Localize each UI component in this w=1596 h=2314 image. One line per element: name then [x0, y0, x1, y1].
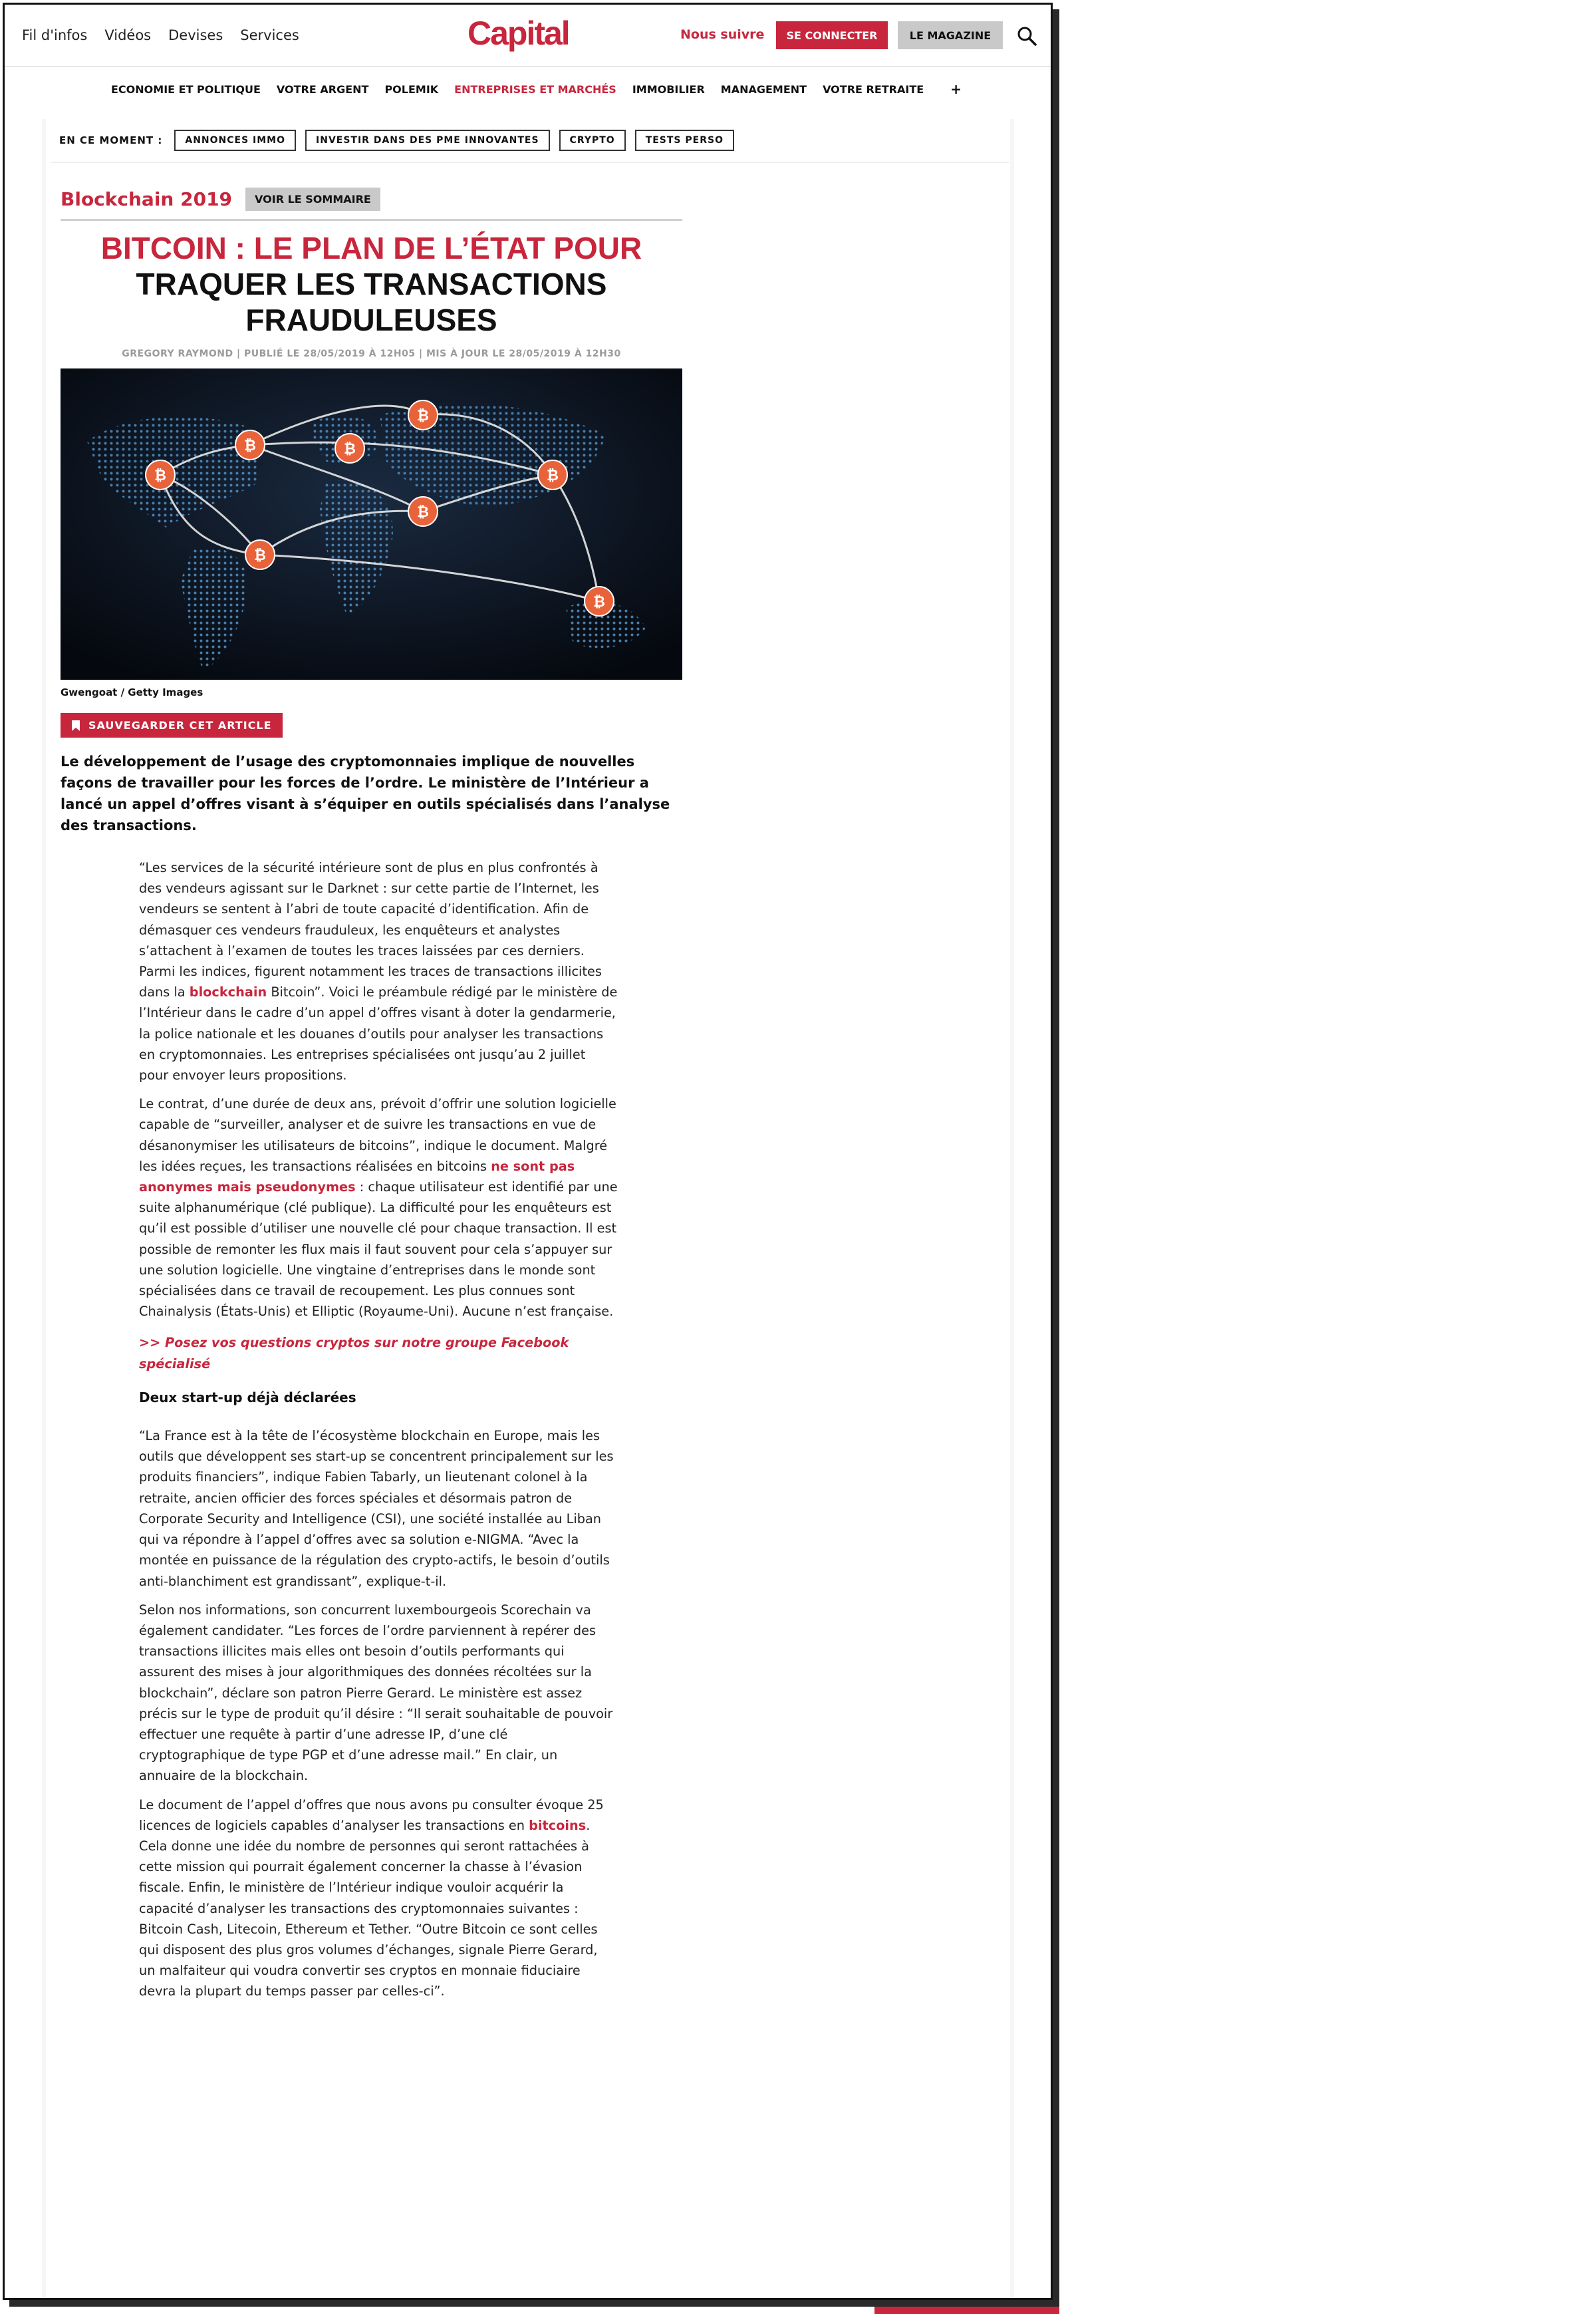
cat-management[interactable]: MANAGEMENT: [720, 82, 807, 96]
cat-votre-retraite[interactable]: VOTRE RETRAITE: [823, 82, 924, 96]
cat-polemik[interactable]: POLEMIK: [384, 82, 439, 96]
bookmark-icon: [71, 720, 80, 732]
cat-immobilier[interactable]: IMMOBILIER: [632, 82, 705, 96]
tag-annonces-immo[interactable]: ANNONCES IMMO: [174, 130, 296, 151]
byline: GREGORY RAYMOND | PUBLIÉ LE 28/05/2019 À 12H05 | MIS À JOUR LE 28/05/2019 À 12H30: [122, 349, 621, 359]
article-body: [139, 857, 618, 2010]
nav-fil-infos[interactable]: Fil d'infos: [22, 27, 88, 43]
title-line-2: TRAQUER LES TRANSACTIONS: [136, 267, 607, 301]
magazine-button[interactable]: LE MAGAZINE: [898, 21, 1003, 49]
content-background: [42, 119, 1014, 2298]
save-article-button[interactable]: [61, 713, 283, 738]
category-bar: [5, 67, 1051, 111]
search-icon[interactable]: [1017, 26, 1037, 46]
image-credit: Gwengoat / Getty Images: [61, 686, 203, 698]
svg-text:₿: ₿: [417, 504, 429, 521]
blockchain-link[interactable]: blockchain: [189, 984, 267, 1000]
pseudonymes-link[interactable]: ne sont pas anonymes mais pseudonymes: [139, 1158, 575, 1195]
paragraph-3: “La France est à la tête de l’écosystème blockchain en Europe, mais les outils que développent ses start-up se concentrent principalement sur les produits financiers”, indique Fabien Tabarly, un lieutenant colonel à la retraite, ancien officier des forces spéciales et désormais patron de Corporate Security and Intelligence (CSI), une société installée au Liban qui va répondre à l’appel d’offres avec sa solution e-NIGMA. “Avec la montée en puissance de la régulation des crypto-actifs, le besoin d’outils anti-blanchiment est grandissant”, explique-t-il.: [139, 1428, 614, 1589]
cat-entreprises[interactable]: ENTREPRISES ET MARCHÉS: [454, 82, 616, 96]
nav-devises[interactable]: Devises: [168, 27, 223, 43]
paragraph-4: Selon nos informations, son concurrent luxembourgeois Scorechain va également candidater. “Les forces de l’ordre parviennent à repérer des transactions illicites mais elles ont besoin d’outils performants qui assurent des mises à jour algorithmiques des données récoltées sur la blockchain”, déclare son patron Pierre Gerard. Le ministère est assez précis sur le type de produit qu’il désire : “Il serait souhaitable de pouvoir effectuer une requête à partir d’une adresse IP, d’une clé cryptographique de type PGP et d’une adresse mail.” En clair, un annuaire de la blockchain.: [139, 1602, 613, 1784]
svg-text:₿: ₿: [417, 408, 429, 424]
bitcoins-link[interactable]: bitcoins: [529, 1817, 587, 1833]
svg-text:₿: ₿: [344, 441, 356, 458]
hero-image-bitcoin-network: [61, 368, 682, 680]
title-red-line: BITCOIN : LE PLAN DE L’ÉTAT POUR: [100, 231, 642, 265]
svg-text:₿: ₿: [254, 547, 266, 564]
article-lede: Le développement de l’usage des cryptomonnaies implique de nouvelles façons de travailler pour les forces de l’ordre. Le ministère de l’Intérieur a lancé un appel d’offres visant à s’équiper en outils spécialisés dans l’analyse des transactions.: [61, 754, 670, 833]
svg-text:₿: ₿: [154, 468, 166, 484]
divider: [61, 219, 682, 221]
summary-button[interactable]: VOIR LE SOMMAIRE: [245, 188, 380, 211]
nav-videos[interactable]: Vidéos: [104, 27, 152, 43]
cat-economie[interactable]: ECONOMIE ET POLITIQUE: [111, 82, 261, 96]
capital-logo[interactable]: Capital: [467, 15, 569, 52]
title-line-3: FRAUDULEUSES: [245, 303, 497, 337]
article: [61, 186, 682, 836]
browser-page: [3, 3, 1053, 2300]
article-title: [61, 230, 682, 338]
tag-crypto[interactable]: CRYPTO: [559, 130, 626, 151]
top-nav: [22, 5, 299, 66]
connect-button[interactable]: SE CONNECTER: [776, 21, 888, 49]
kicker-label[interactable]: Blockchain 2019: [61, 188, 233, 210]
paragraph-5: Le document de l’appel d’offres que nous avons pu consulter évoque 25 licences de logiciels capables d’analyser les transactions en bitcoins. Cela donne une idée du nombre de personnes qui seront rattachées à cette mission qui pourrait également concerner la chasse à l’évasion fiscale. Enfin, le ministère de l’Intérieur indique vouloir acquérir la capacité d’analyser les transactions des cryptomonnaies suivantes : Bitcoin Cash, Litecoin, Ethereum et Tether. “Outre Bitcoin ce sont celles qui disposent des plus gros volumes d’échanges, signale Pierre Gerard, un malfaiteur qui voudra convertir ses cryptos en monnaie fiduciaire devra la plupart du temps passer par celles-ci”.: [139, 1797, 604, 1999]
save-article-label: SAUVEGARDER CET ARTICLE: [88, 719, 272, 732]
svg-text:₿: ₿: [547, 468, 559, 484]
top-header: [5, 5, 1051, 67]
content-fade: [139, 2242, 618, 2269]
article-kicker: [61, 186, 682, 212]
content-column: [46, 119, 1010, 2298]
facebook-group-link[interactable]: >> Posez vos questions cryptos sur notre groupe Facebook spécialisé: [139, 1335, 569, 1372]
paragraph-2: Le contrat, d’une durée de deux ans, prévoit d’offrir une solution logicielle capable de “surveiller, analyser et de suivre les transactions en vue de désanonymiser les utilisateurs de bitcoins”, indique le document. Malgré les idées reçues, les transactions réalisées en bitcoins ne sont pas anonymes mais pseudonymes : chaque utilisateur est identifié par une suite alphanumérique (clé publique). La difficulté pour les enquêteurs est qu’il est possible d’utiliser une nouvelle clé pour chaque transaction. Il est possible de remonter les flux mais il faut souvent pour cela s’appuyer sur une solution logicielle. Une vingtaine d’entreprises dans le monde sont spécialisées dans ce travail de recoupement. Les plus connues sont Chainalysis (États-Unis) et Elliptic (Royaume-Uni). Aucune n’est française.: [139, 1096, 618, 1320]
trending-bar: [51, 119, 1009, 163]
trending-label: EN CE MOMENT :: [59, 134, 163, 146]
tag-investir-pme[interactable]: INVESTIR DANS DES PME INNOVANTES: [305, 130, 550, 151]
tag-tests-perso[interactable]: TESTS PERSO: [635, 130, 734, 151]
cat-more-button[interactable]: +: [950, 81, 962, 97]
svg-text:₿: ₿: [593, 594, 605, 611]
svg-text:₿: ₿: [244, 438, 256, 454]
section-heading: Deux start-up déjà déclarées: [139, 1389, 356, 1405]
cat-votre-argent[interactable]: VOTRE ARGENT: [276, 82, 369, 96]
follow-link[interactable]: Nous suivre: [680, 27, 765, 42]
nav-services[interactable]: Services: [240, 27, 299, 43]
paragraph-1: “Les services de la sécurité intérieure sont de plus en plus confrontés à des vendeurs agissant sur le Darknet : sur cette partie de l’Internet, les vendeurs se sentent à l’abri de toute capacité d’identification. Afin de démasquer ces vendeurs frauduleux, les enquêteurs et analystes s’attachent à l’examen de toutes les traces laissées par ces derniers. Parmi les indices, figurent notamment les traces de transactions illicites dans la blockchain Bitcoin”. Voici le préambule rédigé par le ministère de l’Intérieur dans le cadre d’un appel d’offres visant à doter la gendarmerie, la police nationale et les douanes d’outils pour analyser les transactions en cryptomonnaies. Les entreprises spécialisées ont jusqu’au 2 juillet pour envoyer leurs propositions.: [139, 860, 618, 1084]
